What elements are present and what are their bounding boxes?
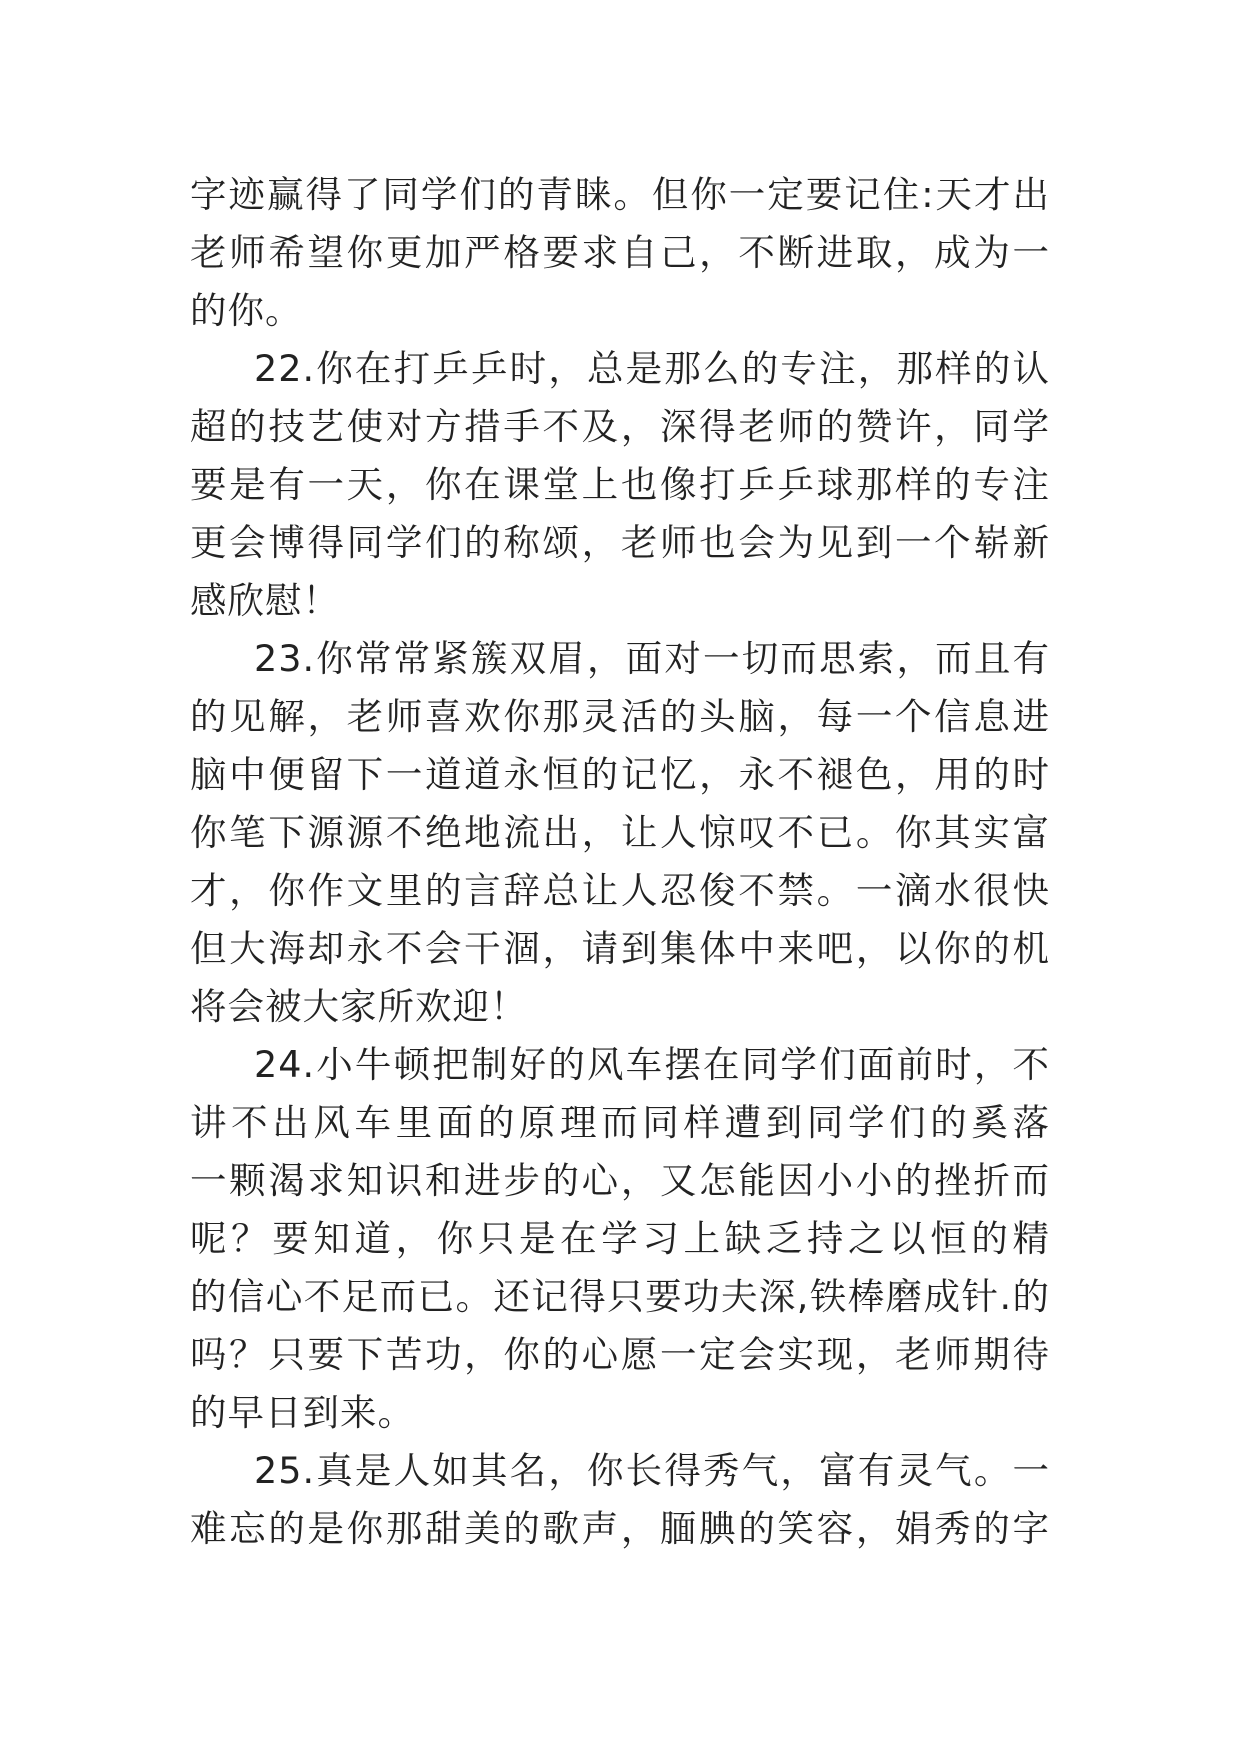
- text-line: 感欣慰！: [190, 579, 340, 622]
- paragraph-23: [190, 630, 1050, 1036]
- text-line: 24.小牛顿把制好的风车摆在同学们面前时，不: [254, 1043, 1050, 1086]
- text-line: 的信心不足而已。还记得只要功夫深,铁棒磨成针.的: [190, 1275, 1050, 1318]
- text-line: 你笔下源源不绝地流出，让人惊叹不已。你其实富: [190, 811, 1050, 854]
- text-line: 呢？要知道，你只是在学习上缺乏持之以恒的精: [190, 1217, 1050, 1260]
- text-line: 将会被大家所欢迎！: [190, 985, 528, 1028]
- text-line: 难忘的是你那甜美的歌声，腼腆的笑容，娟秀的字: [190, 1507, 1050, 1550]
- text-line: 23.你常常紧簇双眉，面对一切而思索，而且有: [254, 637, 1050, 680]
- text-line: 25.真是人如其名，你长得秀气，富有灵气。一: [254, 1449, 1050, 1492]
- text-line: 字迹赢得了同学们的青睐。但你一定要记住:天才出: [190, 173, 1050, 216]
- paragraph-25: [190, 1442, 1050, 1558]
- text-line: 脑中便留下一道道永恒的记忆，永不褪色，用的时: [190, 753, 1050, 796]
- text-line: 更会博得同学们的称颂，老师也会为见到一个崭新: [190, 521, 1050, 564]
- paragraph-24: [190, 1036, 1050, 1442]
- text-line: 但大海却永不会干涸，请到集体中来吧，以你的机: [190, 927, 1050, 970]
- text-line: 吗？只要下苦功，你的心愿一定会实现，老师期待: [190, 1333, 1050, 1376]
- text-line: 超的技艺使对方措手不及，深得老师的赞许，同学: [190, 405, 1050, 448]
- text-line: 要是有一天，你在课堂上也像打乒乒球那样的专注: [190, 463, 1050, 506]
- text-line: 的早日到来。: [190, 1391, 415, 1434]
- document-body: [190, 166, 1050, 1558]
- text-line: 才，你作文里的言辞总让人忍俊不禁。一滴水很快: [190, 869, 1050, 912]
- text-line: 的见解，老师喜欢你那灵活的头脑，每一个信息进: [190, 695, 1050, 738]
- paragraph-21-continuation: [190, 166, 1050, 340]
- paragraph-22: [190, 340, 1050, 630]
- text-line: 讲不出风车里面的原理而同样遭到同学们的奚落: [190, 1101, 1050, 1144]
- text-line: 老师希望你更加严格要求自己，不断进取，成为一: [190, 231, 1050, 274]
- text-line: 22.你在打乒乒时，总是那么的专注，那样的认: [254, 347, 1050, 390]
- text-line: 一颗渴求知识和进步的心，又怎能因小小的挫折而: [190, 1159, 1050, 1202]
- text-line: 的你。: [190, 289, 303, 332]
